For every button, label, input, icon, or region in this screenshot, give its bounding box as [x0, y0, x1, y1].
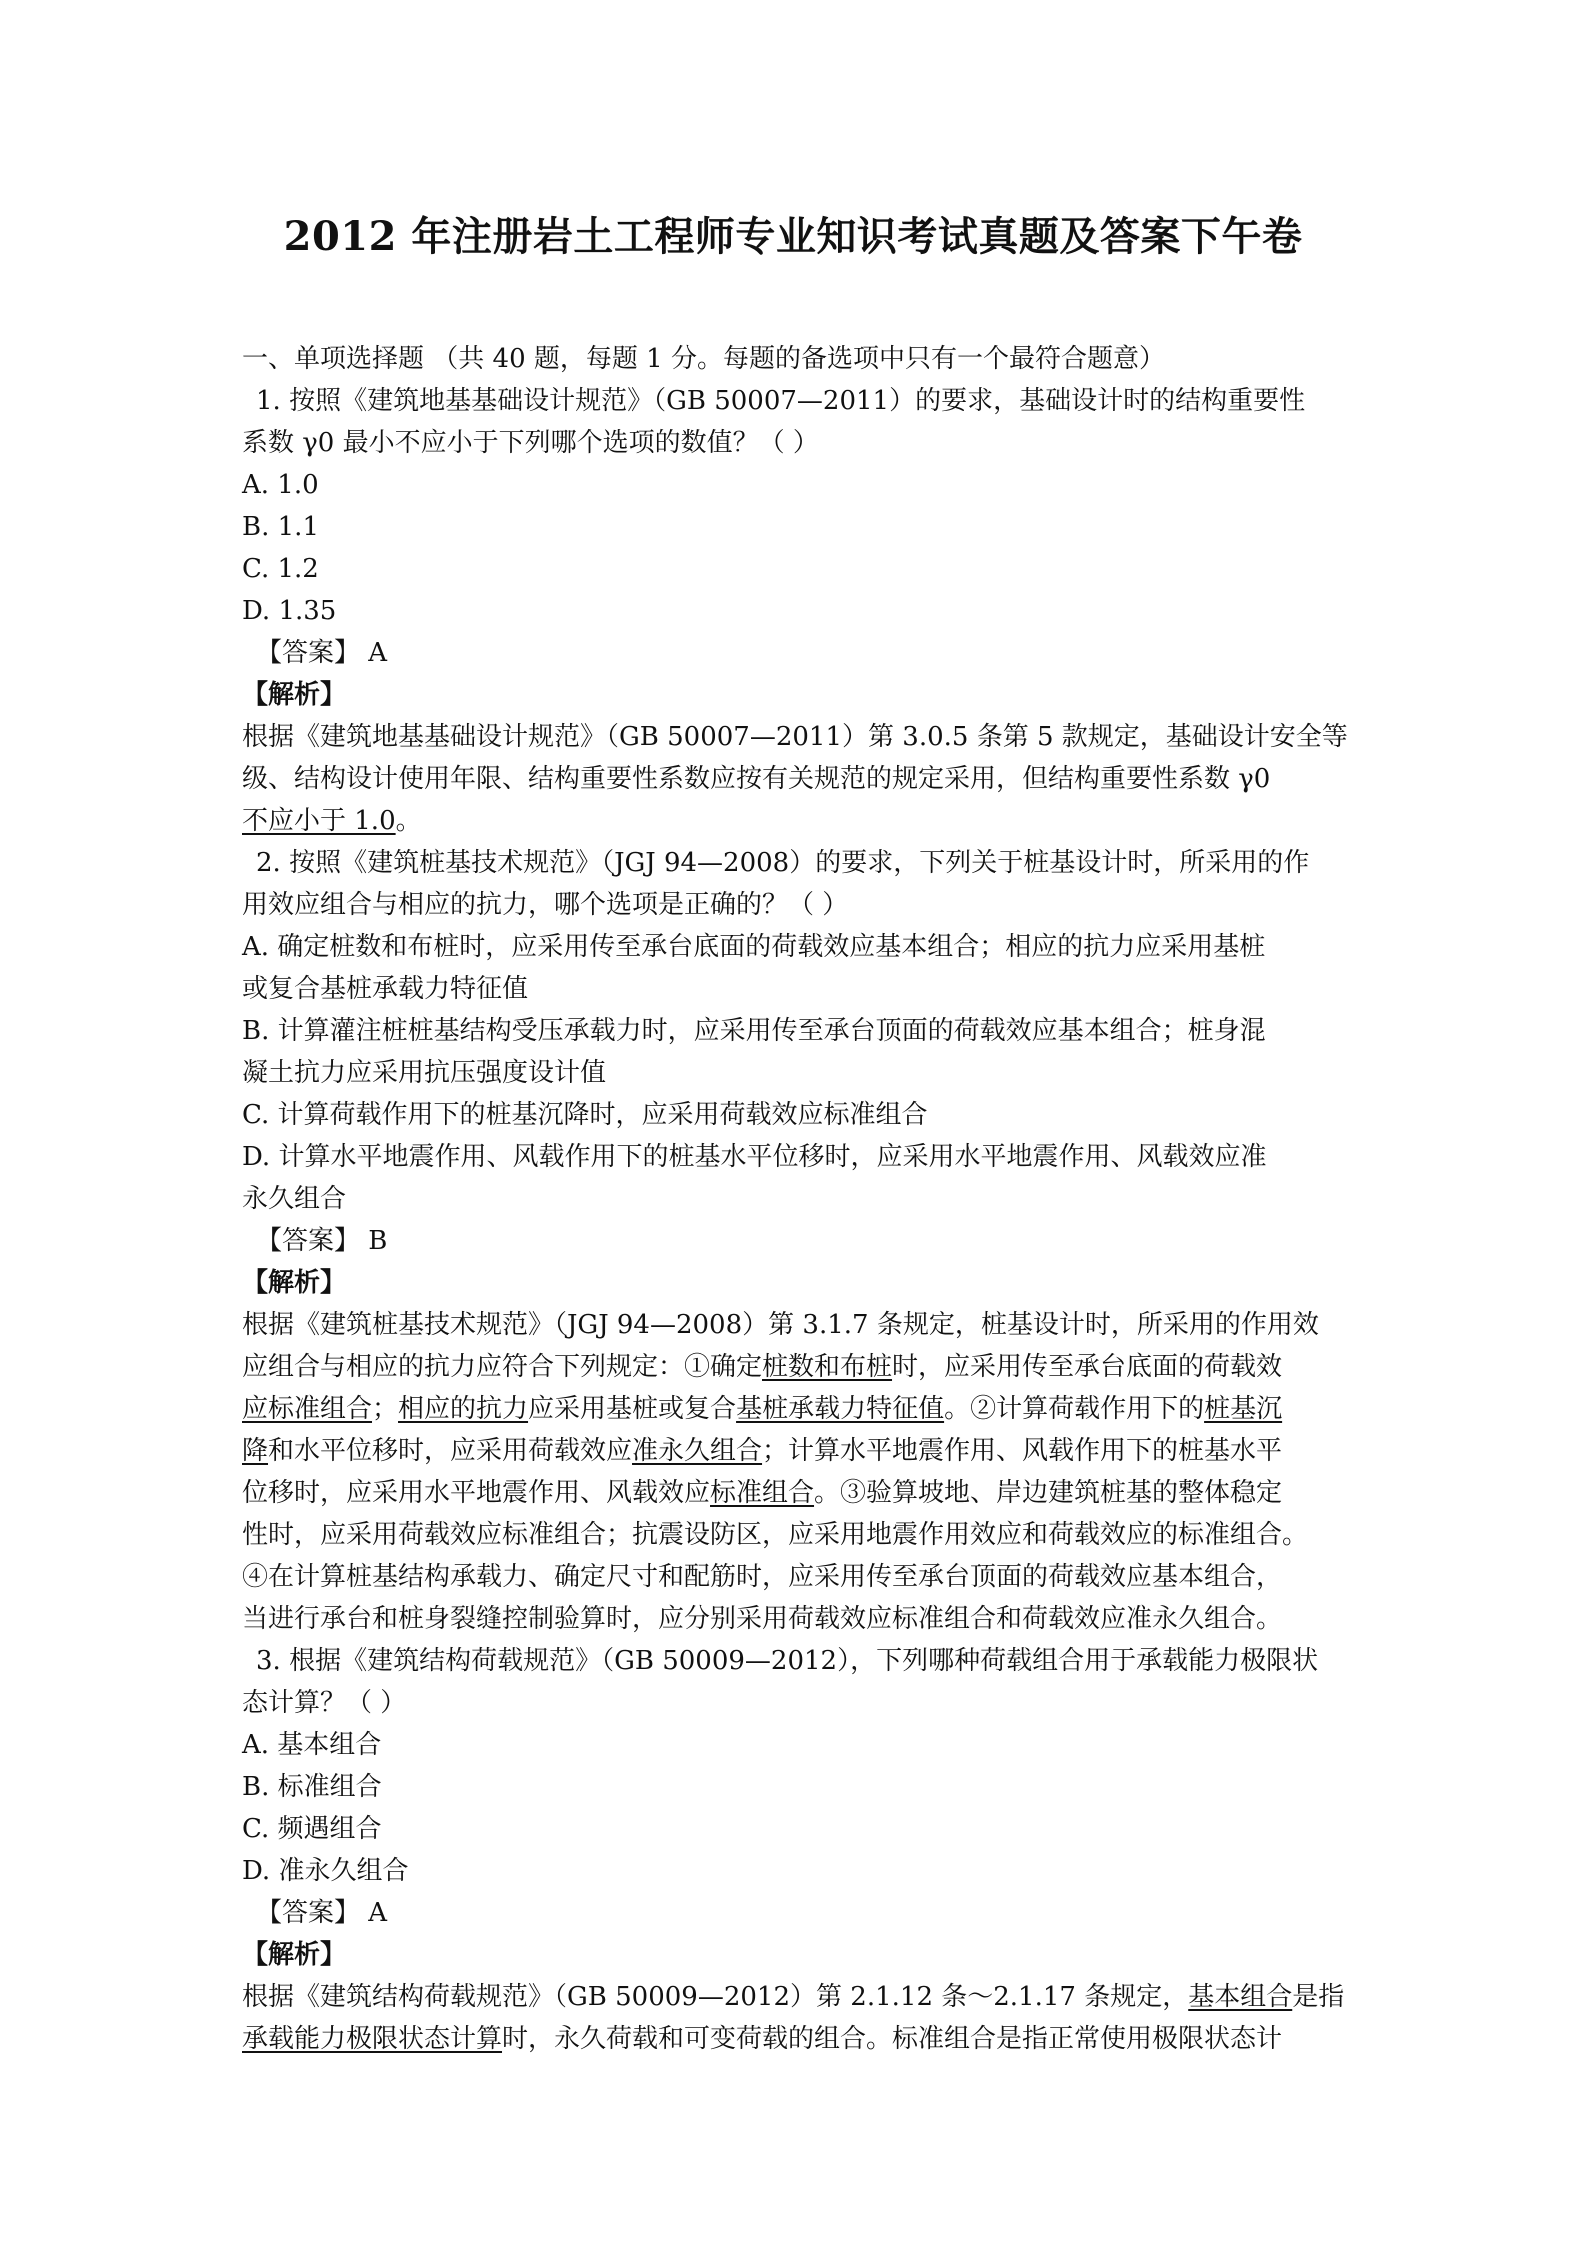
q2-explanation-line-4: 降和水平位移时，应采用荷载效应准永久组合；计算水平地震作用、风载作用下的桩基水平	[242, 1436, 1283, 1466]
underlined-text: 相应的抗力	[398, 1394, 529, 1424]
q2-option-d-line-2: 永久组合	[242, 1184, 347, 1214]
q2-stem-line-1: 2. 按照《建筑桩基技术规范》（JGJ 94—2008）的要求，下列关于桩基设计时，所采用的作	[256, 848, 1310, 878]
underlined-text: 准永久组合	[632, 1436, 763, 1466]
underlined-text: 桩基沉	[1204, 1394, 1283, 1424]
q1-explanation-line-3: 不应小于 1.0。	[242, 806, 422, 836]
q1-explanation-line-2: 级、结构设计使用年限、结构重要性系数应按有关规范的规定采用，但结构重要性系数 γ0	[242, 764, 1271, 794]
q3-stem-line-1: 3. 根据《建筑结构荷载规范》（GB 50009—2012），下列哪种荷载组合用于承载能力极限状	[256, 1646, 1319, 1676]
q3-explanation-line-2: 承载能力极限状态计算时，永久荷载和可变荷载的组合。标准组合是指正常使用极限状态计	[242, 2024, 1283, 2054]
q1-analysis-label: 【解析】	[242, 680, 347, 710]
q2-option-c: C. 计算荷载作用下的桩基沉降时，应采用荷载效应标准组合	[242, 1100, 928, 1130]
q2-explanation-line-8: 当进行承台和桩身裂缝控制验算时，应分别采用荷载效应标准组合和荷载效应准永久组合。	[242, 1604, 1283, 1634]
section-heading: 一、单项选择题 （共 40 题，每题 1 分。每题的备选项中只有一个最符合题意）	[242, 344, 1165, 374]
underlined-text: 不应小于 1.0	[242, 806, 396, 836]
q3-explanation-line-1: 根据《建筑结构荷载规范》（GB 50009—2012）第 2.1.12 条～2.1.17 条规定，基本组合是指	[242, 1982, 1345, 2012]
q1-option-c: C. 1.2	[242, 554, 319, 584]
q3-answer: 【答案】 A	[256, 1898, 388, 1928]
q3-option-b: B. 标准组合	[242, 1772, 382, 1802]
q2-explanation-line-7: ④在计算桩基结构承载力、确定尺寸和配筋时，应采用传至承台顶面的荷载效应基本组合，	[242, 1562, 1283, 1592]
q1-stem-line-2: 系数 γ0 最小不应小于下列哪个选项的数值？（ ）	[242, 428, 819, 458]
document-title: 2012 年注册岩土工程师专业知识考试真题及答案下午卷	[283, 213, 1303, 260]
underlined-text: 基桩承载力特征值	[736, 1394, 945, 1424]
q2-stem-line-2: 用效应组合与相应的抗力，哪个选项是正确的？（ ）	[242, 890, 849, 920]
q1-explanation-line-1: 根据《建筑地基基础设计规范》（GB 50007—2011）第 3.0.5 条第 5 款规定，基础设计安全等	[242, 722, 1348, 752]
q3-option-d: D. 准永久组合	[242, 1856, 409, 1886]
q2-answer: 【答案】 B	[256, 1226, 388, 1256]
q3-analysis-label: 【解析】	[242, 1940, 347, 1970]
underlined-text: 承载能力极限状态计算	[242, 2024, 503, 2054]
q3-option-a: A. 基本组合	[242, 1730, 382, 1760]
q2-explanation-line-1: 根据《建筑桩基技术规范》（JGJ 94—2008）第 3.1.7 条规定，桩基设计时，所采用的作用效	[242, 1310, 1319, 1340]
q2-option-b-line-1: B. 计算灌注桩桩基结构受压承载力时，应采用传至承台顶面的荷载效应基本组合；桩身混	[242, 1016, 1266, 1046]
q2-option-a-line-1: A. 确定桩数和布桩时，应采用传至承台底面的荷载效应基本组合；相应的抗力应采用基桩	[242, 932, 1266, 962]
q1-answer: 【答案】 A	[256, 638, 388, 668]
underlined-text: 桩数和布桩	[762, 1352, 893, 1382]
document-body	[242, 338, 1357, 2060]
q2-explanation-line-3: 应标准组合；相应的抗力应采用基桩或复合基桩承载力特征值。②计算荷载作用下的桩基沉	[242, 1394, 1283, 1424]
q2-explanation-line-2: 应组合与相应的抗力应符合下列规定：①确定桩数和布桩时，应采用传至承台底面的荷载效	[242, 1352, 1283, 1382]
q1-option-a: A. 1.0	[242, 470, 319, 500]
q1-option-b: B. 1.1	[242, 512, 319, 542]
q2-explanation-line-5: 位移时，应采用水平地震作用、风载效应标准组合。③验算坡地、岸边建筑桩基的整体稳定	[242, 1478, 1283, 1508]
q2-explanation-line-6: 性时，应采用荷载效应标准组合；抗震设防区，应采用地震作用效应和荷载效应的标准组合。	[242, 1520, 1309, 1550]
underlined-text: 降	[242, 1436, 269, 1466]
q2-analysis-label: 【解析】	[242, 1268, 347, 1298]
q2-option-d-line-1: D. 计算水平地震作用、风载作用下的桩基水平位移时，应采用水平地震作用、风载效应准	[242, 1142, 1267, 1172]
q2-option-a-line-2: 或复合基桩承载力特征值	[242, 974, 529, 1004]
q1-stem-line-1: 1. 按照《建筑地基基础设计规范》（GB 50007—2011）的要求，基础设计时的结构重要性	[256, 386, 1306, 416]
q3-option-c: C. 频遇组合	[242, 1814, 382, 1844]
q1-option-d: D. 1.35	[242, 596, 337, 626]
underlined-text: 基本组合	[1188, 1982, 1293, 2012]
q2-option-b-line-2: 凝土抗力应采用抗压强度设计值	[242, 1058, 607, 1088]
q3-stem-line-2: 态计算？（ ）	[242, 1688, 407, 1718]
underlined-text: 标准组合	[710, 1478, 815, 1508]
underlined-text: 应标准组合	[242, 1394, 373, 1424]
